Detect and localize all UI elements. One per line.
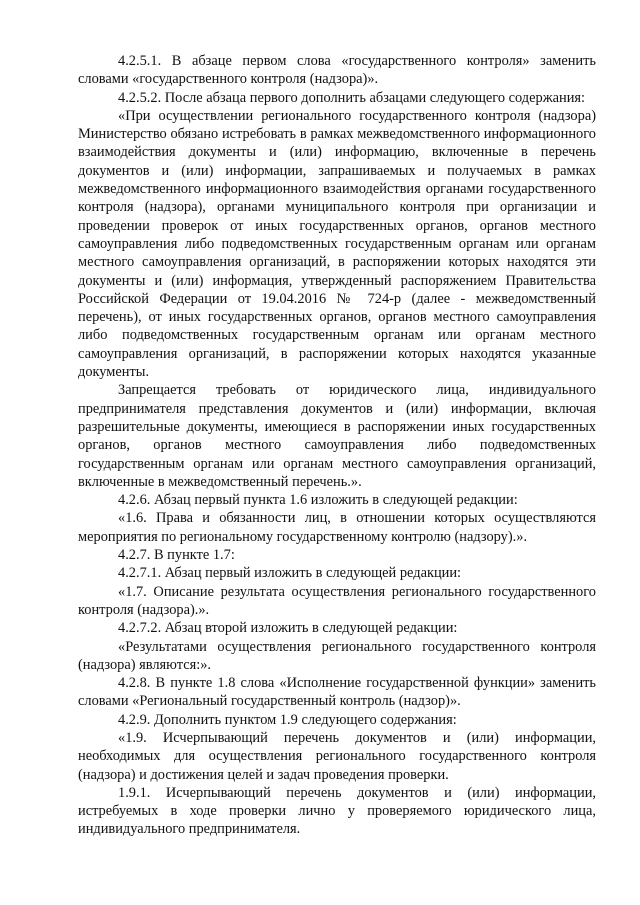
paragraph-results-text: «Результатами осуществления регионального государственного контроля (надзора) являются:». [78,638,596,673]
paragraph-regional-control-insertion: «При осуществлении регионального государственного контроля (надзора) Министерство обязано истребовать в рамках межведомственного информационного взаимодействия документы и (или) информацию, включенные в перечень документов и (или) информации, запрашиваемых и получаемых в рамках межведомственного информационного взаимодействия органами государственного контроля (надзора), органами муниципального контроля при организации и проведении проверок от иных государственных органов, органов местного самоуправления либо подведомственных государственным органам или органам местного самоуправления организаций, в распоряжении которых находятся эти документы и (или) информация, утвержденный распоряжением Правительства Российской Федерации от 19.04.2016 № 724-р (далее - межведомственный перечень), от иных государственных органов, органов местного самоуправления либо подведомственных государственным органам или органам местного самоуправления организаций, в распоряжении которых находятся указанные документы. [78,107,596,381]
document-body [78,52,596,839]
paragraph-prohibition-insertion: Запрещается требовать от юридического лица, индивидуального предпринимателя представления документов и (или) информации, включая разрешительные документы, имеющиеся в распоряжении иных государственных органов, органов местного самоуправления либо подведомственных государственным органам или органам местного самоуправления организаций, включенные в межведомственный перечень.». [78,382,596,490]
paragraph-1-9-text: «1.9. Исчерпывающий перечень документов и (или) информации, необходимых для осуществления регионального государственного контроля (надзора) и достижения целей и задач проведения проверки. [78,729,596,783]
paragraph-4-2-8: 4.2.8. В пункте 1.8 слова «Исполнение государственной функции» заменить словами «Региональный государственный контроль (надзор)». [78,675,596,710]
paragraph-4-2-7: 4.2.7. В пункте 1.7: [118,547,235,564]
paragraph-1-7-text: «1.7. Описание результата осуществления регионального государственного контроля (надзора).». [78,583,596,618]
paragraph-4-2-6: 4.2.6. Абзац первый пункта 1.6 изложить в следующей редакции: [118,492,518,509]
paragraph-4-2-5-2: 4.2.5.2. После абзаца первого дополнить абзацами следующего содержания: [118,89,586,106]
paragraph-1-6-text: «1.6. Права и обязанности лиц, в отношении которых осуществляются мероприятия по региональному государственному контролю (надзору).». [78,510,596,545]
paragraph-4-2-7-1: 4.2.7.1. Абзац первый изложить в следующей редакции: [118,565,462,582]
paragraph-4-2-7-2: 4.2.7.2. Абзац второй изложить в следующей редакции: [118,620,458,637]
paragraph-4-2-9: 4.2.9. Дополнить пунктом 1.9 следующего содержания: [118,711,457,728]
paragraph-1-9-1-text: 1.9.1. Исчерпывающий перечень документов и (или) информации, истребуемых в ходе проверки лично у проверяемого юридического лица, индивидуального предпринимателя. [78,784,596,838]
paragraph-4-2-5-1: 4.2.5.1. В абзаце первом слова «государственного контроля» заменить словами «государственного контроля (надзора)». [78,53,596,88]
